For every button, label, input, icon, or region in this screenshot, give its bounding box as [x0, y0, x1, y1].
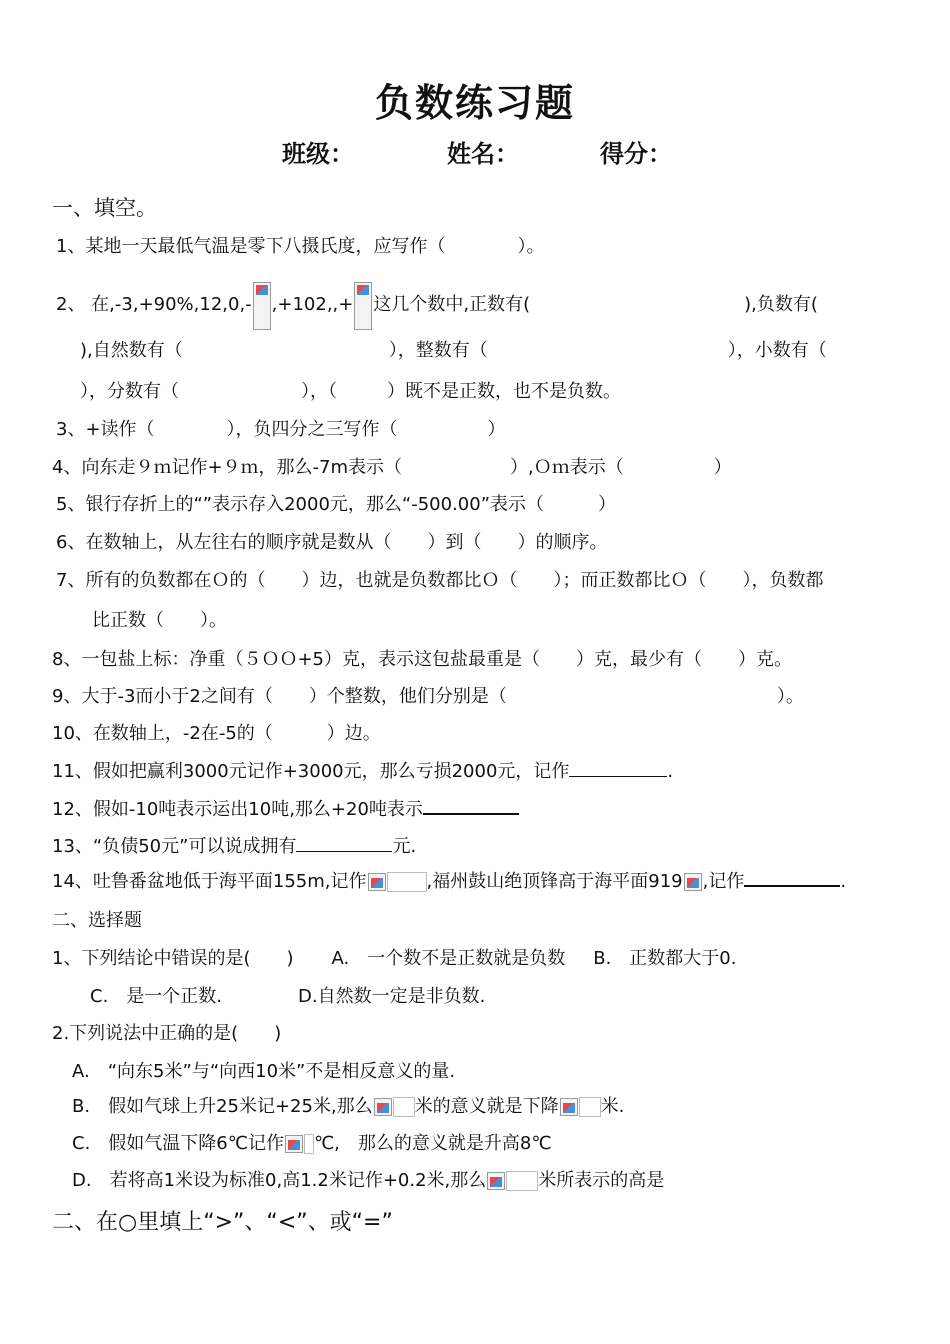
q2-part-c: 这几个数中,正数有(	[373, 294, 531, 315]
choice-1-option-b: B. 正数都大于0.	[593, 948, 737, 969]
question-11	[52, 757, 673, 783]
choice-1-stem: 1、下列结论中错误的是( )	[52, 948, 294, 969]
section3-heading: 二、在○里填上“>”、“<”、或“=”	[52, 1210, 393, 1235]
option-b-part1: B. 假如气球上升25米记+25米,那么	[72, 1096, 373, 1117]
broken-image-icon	[684, 873, 702, 891]
question-6: 6、在数轴上，从左往右的顺序就是数从（ ）到（ ）的顺序。	[56, 532, 608, 553]
question-10: 10、在数轴上，-2在-5的（ ）边。	[52, 723, 381, 744]
q13-blank	[296, 835, 392, 852]
q14-end: .	[840, 871, 847, 892]
broken-image-icon	[560, 1098, 578, 1116]
question-4: 4、向东走９ｍ记作+９ｍ，那么-7m表示（ ）,Ｏｍ表示（ ）	[52, 457, 732, 478]
choice-1-line2	[90, 982, 485, 1008]
question-3: 3、+读作（ ），负四分之三写作（ ）	[56, 419, 506, 440]
name-label: 姓名：	[447, 140, 519, 168]
choice-2-option-a: A. “向东5米”与“向西10米”不是相反意义的量.	[72, 1061, 456, 1082]
option-c-part1: C. 假如气温下降6℃记作	[72, 1133, 284, 1154]
q2-part-a: 2、 在,-3,+90%,12,0,-	[56, 294, 252, 315]
q14-part-c: ,记作	[702, 871, 745, 892]
question-2-line2	[80, 336, 827, 362]
question-7-line2: 比正数（ ）。	[92, 610, 227, 631]
section2-heading: 二、选择题	[52, 910, 142, 931]
choice-1	[52, 944, 736, 970]
image-placeholder-box	[304, 1134, 314, 1154]
q2-part-b: ,+102,,+	[271, 294, 354, 315]
question-13	[52, 832, 416, 858]
choice-2-option-d	[72, 1166, 664, 1192]
q2-part-g: ），小数有（	[727, 340, 827, 361]
q13-text: 13、“负债50元”可以说成拥有	[52, 836, 297, 857]
choice-1-option-d: D.自然数一定是非负数.	[298, 986, 486, 1007]
broken-image-icon	[354, 282, 372, 330]
question-2-line3	[80, 377, 621, 403]
question-8: 8、一包盐上标：净重（５ＯＯ+5）克，表示这包盐最重是（ ）克，最少有（ ）克。	[52, 649, 792, 670]
option-c-part2: ℃, 那么的意义就是升高8℃	[313, 1133, 552, 1154]
q14-blank	[744, 869, 840, 887]
q14-part-b: ,福州鼓山绝顶锋高于海平面919	[426, 871, 683, 892]
broken-image-icon	[374, 1098, 392, 1116]
question-14	[52, 867, 846, 893]
option-b-part2: 米的意义就是下降	[414, 1096, 559, 1117]
q2-part-i: ），（	[301, 381, 337, 402]
broken-image-icon	[368, 873, 386, 891]
question-9: 9、大于-3而小于2之间有（ ）个整数，他们分别是（ ）。	[52, 686, 804, 707]
question-12	[52, 795, 519, 821]
q2-part-f: ），整数有（	[388, 340, 488, 361]
question-7-line1: 7、所有的负数都在Ｏ的（ ）边，也就是负数都比Ｏ（ ）；而正数都比Ｏ（ ），负数都	[56, 570, 824, 591]
choice-2-option-c	[72, 1129, 552, 1155]
q12-text: 12、假如-10吨表示运出10吨,那么+20吨表示	[52, 799, 423, 820]
q11-text: 11、假如把赢利3000元记作+3000元，那么亏损2000元，记作	[52, 761, 570, 782]
choice-2: 2.下列说法中正确的是( )	[52, 1023, 282, 1044]
option-b-part3: 米.	[600, 1096, 625, 1117]
q14-part-a: 14、吐鲁番盆地低于海平面155m,记作	[52, 871, 367, 892]
q11-end: .	[667, 761, 674, 782]
image-placeholder-box	[387, 872, 427, 892]
q2-part-j: ）既不是正数，也不是负数。	[387, 381, 621, 402]
image-placeholder-box	[393, 1097, 415, 1117]
q11-blank	[569, 760, 667, 777]
question-2-line1	[56, 282, 818, 330]
page-title: 负数练习题	[374, 81, 575, 125]
image-placeholder-box	[506, 1171, 538, 1191]
broken-image-icon	[487, 1172, 505, 1190]
class-label: 班级：	[282, 140, 354, 168]
option-d-part2: 米所表示的高是	[538, 1170, 665, 1191]
image-placeholder-box	[579, 1097, 601, 1117]
q2-part-h: ），分数有（	[80, 381, 179, 402]
choice-1-option-c: C. 是一个正数.	[90, 986, 223, 1007]
q2-part-e: ),自然数有（	[80, 340, 183, 361]
score-label: 得分：	[600, 140, 672, 168]
choice-1-option-a: A. 一个数不是正数就是负数	[331, 948, 566, 969]
choice-2-option-b	[72, 1092, 624, 1118]
q13-end: 元.	[392, 836, 417, 857]
section1-heading: 一、填空。	[52, 196, 157, 220]
broken-image-icon	[285, 1135, 303, 1153]
q2-part-d: ),负数有(	[744, 294, 818, 315]
question-5: 5、银行存折上的“”表示存入2000元，那么“-500.00”表示（ ）	[56, 494, 617, 515]
q12-blank	[423, 797, 519, 815]
option-d-part1: D. 若将高1米设为标准0,高1.2米记作+0.2米,那么	[72, 1170, 487, 1191]
broken-image-icon	[253, 282, 271, 330]
question-1: 1、某地一天最低气温是零下八摄氏度，应写作（ ）。	[56, 236, 545, 257]
